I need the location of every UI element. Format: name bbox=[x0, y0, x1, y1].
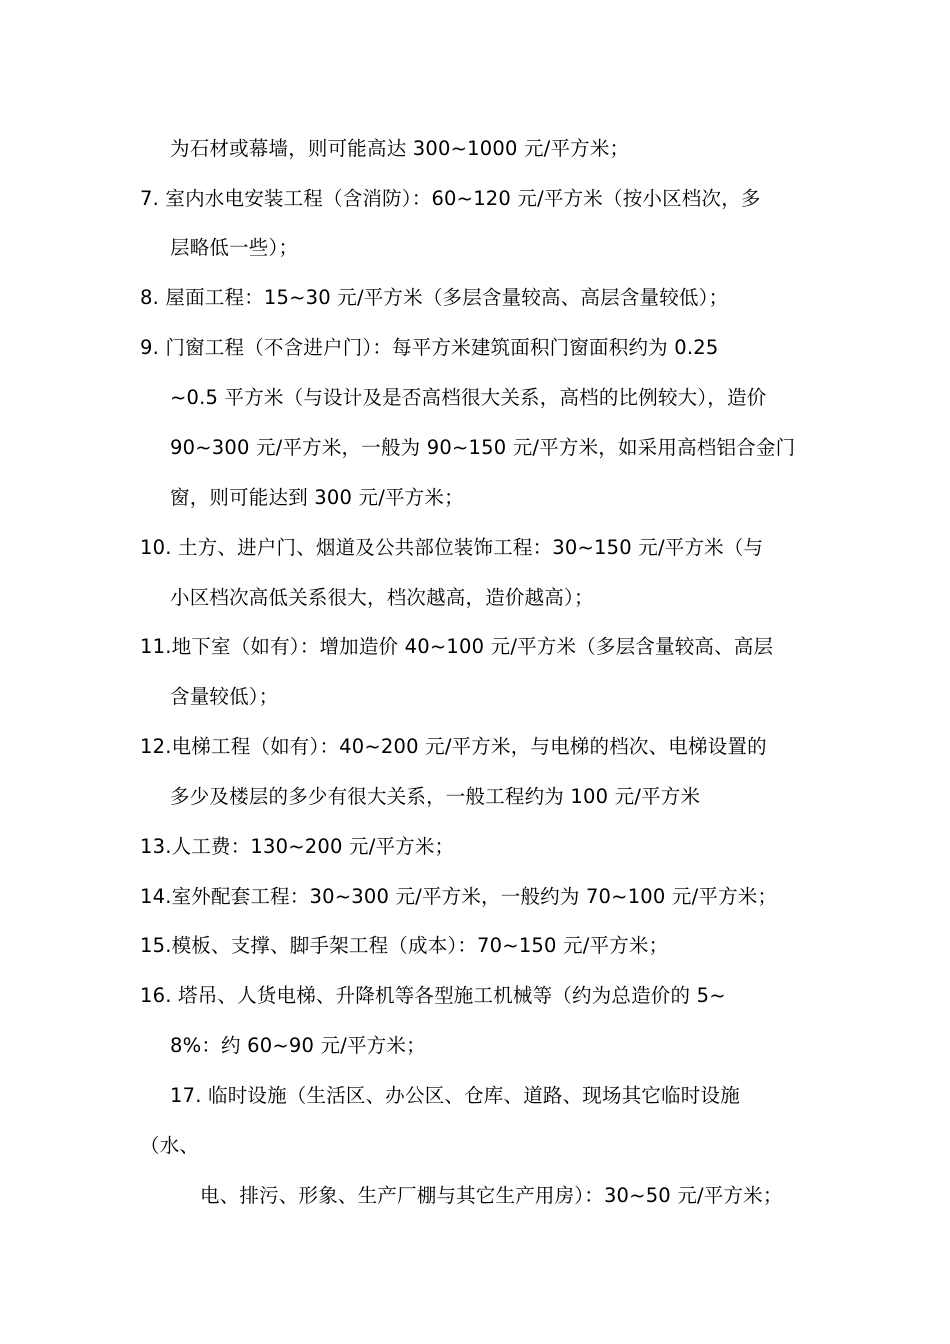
list-item-9-line-3: 90~300 元/平方米，一般为 90~150 元/平方米，如采用高档铝合金门 bbox=[170, 436, 796, 459]
list-item-10-line-1: 10. 土方、进户门、烟道及公共部位装饰工程：30~150 元/平方米（与 bbox=[140, 536, 764, 559]
list-item-14: 14.室外配套工程：30~300 元/平方米，一般约为 70~100 元/平方米； bbox=[140, 885, 778, 908]
list-item-9-line-4: 窗，则可能达到 300 元/平方米； bbox=[170, 486, 464, 509]
list-item-15: 15.模板、支撑、脚手架工程（成本）：70~150 元/平方米； bbox=[140, 934, 669, 957]
list-item-11-line-2: 含量较低）； bbox=[170, 685, 279, 708]
list-item-9-line-2: ~0.5 平方米（与设计及是否高档很大关系，高档的比例较大），造价 bbox=[170, 386, 767, 409]
list-item-8: 8. 屋面工程：15~30 元/平方米（多层含量较高、高层含量较低）； bbox=[140, 286, 729, 309]
list-item-13: 13.人工费：130~200 元/平方米； bbox=[140, 835, 455, 858]
list-item-7-line-1: 7. 室内水电安装工程（含消防）：60~120 元/平方米（按小区档次，多 bbox=[140, 187, 761, 210]
list-item-12-line-1: 12.电梯工程（如有）：40~200 元/平方米，与电梯的档次、电梯设置的 bbox=[140, 735, 767, 758]
list-item-11-line-1: 11.地下室（如有）：增加造价 40~100 元/平方米（多层含量较高、高层 bbox=[140, 635, 774, 658]
list-item-7-line-2: 层略低一些）； bbox=[170, 236, 299, 259]
list-item-10-line-2: 小区档次高低关系很大，档次越高，造价越高）； bbox=[170, 586, 594, 609]
list-item-17-line-2: （水、 bbox=[140, 1134, 200, 1157]
list-item-12-line-2: 多少及楼层的多少有很大关系，一般工程约为 100 元/平方米 bbox=[170, 785, 701, 808]
text-line-1: 为石材或幕墙，则可能高达 300~1000 元/平方米； bbox=[170, 137, 630, 160]
list-item-9-line-1: 9. 门窗工程（不含进户门）：每平方米建筑面积门窗面积约为 0.25 bbox=[140, 336, 719, 359]
list-item-17-line-3: 电、排污、形象、生产厂棚与其它生产用房）：30~50 元/平方米； bbox=[200, 1184, 783, 1207]
list-item-16-line-1: 16. 塔吊、人货电梯、升降机等各型施工机械等（约为总造价的 5~ bbox=[140, 984, 726, 1007]
list-item-17-line-1: 17. 临时设施（生活区、办公区、仓库、道路、现场其它临时设施 bbox=[170, 1084, 740, 1107]
list-item-16-line-2: 8%：约 60~90 元/平方米； bbox=[170, 1034, 426, 1057]
